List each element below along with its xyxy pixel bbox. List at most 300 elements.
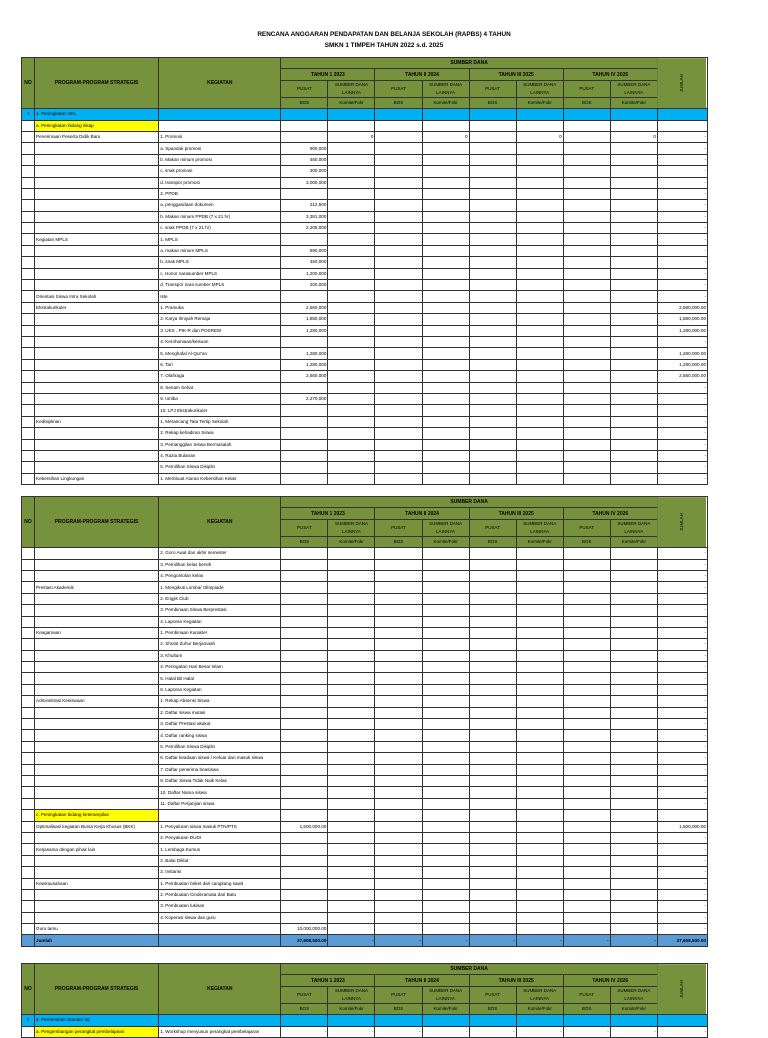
amount-cell — [516, 428, 563, 439]
amount-cell — [469, 450, 516, 461]
kegiatan-cell: 1. Lembaga Kursus — [159, 844, 281, 855]
row-number — [22, 912, 35, 923]
amount-cell — [469, 371, 516, 382]
amount-cell — [563, 559, 610, 570]
amount-cell — [563, 821, 610, 832]
table-row — [22, 570, 708, 581]
amount-cell: 1,500,000.00 — [281, 821, 328, 832]
amount-cell — [422, 314, 469, 325]
amount-cell — [328, 291, 375, 302]
amount-cell — [516, 878, 563, 889]
amount-cell — [281, 889, 328, 900]
row-number — [22, 650, 35, 661]
amount-cell — [516, 245, 563, 256]
amount-cell — [469, 109, 516, 120]
amount-cell — [469, 348, 516, 359]
jumlah-cell: - — [657, 268, 707, 279]
amount-cell — [610, 627, 657, 638]
jumlah-cell: - — [657, 924, 707, 935]
amount-cell — [328, 730, 375, 741]
amount-cell — [469, 439, 516, 450]
amount-cell — [469, 1015, 516, 1026]
amount-cell — [281, 764, 328, 775]
amount-cell — [469, 889, 516, 900]
kegiatan-cell: 1. Penyaluran siswa masuk PTN/PTS — [159, 821, 281, 832]
amount-cell — [563, 855, 610, 866]
header-bos: BOS — [281, 536, 328, 547]
amount-cell — [563, 359, 610, 370]
table-row — [22, 257, 708, 268]
amount-cell — [563, 382, 610, 393]
jumlah-cell: 1,500,000.00 — [657, 821, 707, 832]
amount-cell — [281, 639, 328, 650]
amount-cell — [422, 371, 469, 382]
amount-cell — [516, 707, 563, 718]
table-row — [22, 166, 708, 177]
row-number — [22, 428, 35, 439]
jumlah-cell: - — [657, 696, 707, 707]
jumlah-cell: - — [657, 605, 707, 616]
row-number — [22, 570, 35, 581]
amount-cell — [281, 775, 328, 786]
table-row — [22, 439, 708, 450]
amount-cell — [469, 405, 516, 416]
amount-cell — [610, 462, 657, 473]
header-komite: Komite/Fokr — [328, 97, 375, 108]
kegiatan-cell — [159, 810, 281, 821]
amount-cell — [469, 707, 516, 718]
program-cell: Guru tamu — [35, 924, 159, 935]
amount-cell — [563, 730, 610, 741]
amount-cell — [469, 764, 516, 775]
table-row — [22, 462, 708, 473]
amount-cell — [469, 878, 516, 889]
amount-cell — [375, 662, 422, 673]
header-jumlah: JUMLAH — [657, 964, 707, 1015]
program-cell: Kegiatan MPLS — [35, 234, 159, 245]
amount-cell — [516, 348, 563, 359]
header-pusat: PUSAT — [563, 519, 610, 536]
jumlah-cell: - — [657, 741, 707, 752]
amount-cell — [563, 684, 610, 695]
amount-cell: 3,000,000 — [281, 177, 328, 188]
kegiatan-cell: 5. Pemilihan Siswa Disiplin — [159, 462, 281, 473]
amount-cell — [422, 268, 469, 279]
table-row — [22, 935, 708, 946]
program-cell — [35, 548, 159, 559]
jumlah-cell: - — [657, 200, 707, 211]
amount-cell — [469, 798, 516, 809]
amount-cell: 212,500 — [281, 200, 328, 211]
jumlah-cell: - — [657, 673, 707, 684]
row-number — [22, 548, 35, 559]
amount-cell — [563, 143, 610, 154]
jumlah-cell: - — [657, 889, 707, 900]
jumlah-cell: 2,560,000.00 — [657, 371, 707, 382]
amount-cell — [563, 325, 610, 336]
kegiatan-cell: 3. Pemilihan kelas bersih — [159, 559, 281, 570]
amount-cell — [422, 719, 469, 730]
amount-cell — [328, 382, 375, 393]
amount-cell — [610, 348, 657, 359]
amount-cell — [375, 302, 422, 313]
program-cell — [35, 707, 159, 718]
kegiatan-cell: 1. Workshop menyusun perangkat pembelajaran — [159, 1026, 281, 1037]
amount-cell — [516, 280, 563, 291]
amount-cell — [328, 359, 375, 370]
amount-cell — [563, 605, 610, 616]
amount-cell — [281, 844, 328, 855]
amount-cell — [469, 280, 516, 291]
amount-cell — [328, 684, 375, 695]
kegiatan-cell: 4. Koperasi siswa dan guru — [159, 912, 281, 923]
amount-cell — [516, 924, 563, 935]
amount-cell — [516, 393, 563, 404]
amount-cell — [281, 878, 328, 889]
row-number — [22, 901, 35, 912]
amount-cell — [563, 787, 610, 798]
jumlah-cell: - — [657, 245, 707, 256]
jumlah-cell: - — [657, 257, 707, 268]
amount-cell — [469, 775, 516, 786]
table-row — [22, 832, 708, 843]
amount-cell — [281, 382, 328, 393]
amount-cell — [610, 268, 657, 279]
amount-cell — [422, 336, 469, 347]
amount-cell — [469, 593, 516, 604]
jumlah-cell: - — [657, 582, 707, 593]
amount-cell — [469, 359, 516, 370]
amount-cell — [375, 593, 422, 604]
amount-cell: 2,560,000 — [281, 302, 328, 313]
jumlah-cell: - — [657, 559, 707, 570]
jumlah-cell: - — [657, 719, 707, 730]
header-komite: Komite/Fokr — [516, 536, 563, 547]
table-row — [22, 605, 708, 616]
amount-cell — [516, 605, 563, 616]
amount-cell — [563, 188, 610, 199]
table-row — [22, 325, 708, 336]
amount-cell — [422, 639, 469, 650]
jumlah-cell: - — [657, 753, 707, 764]
amount-cell — [516, 166, 563, 177]
kegiatan-cell: c. snak promosi — [159, 166, 281, 177]
table-row — [22, 336, 708, 347]
program-cell — [35, 741, 159, 752]
jumlah-cell: - — [657, 650, 707, 661]
amount-cell — [469, 211, 516, 222]
table-row — [22, 924, 708, 935]
amount-cell — [281, 855, 328, 866]
jumlah-cell: 1,280,000.00 — [657, 348, 707, 359]
amount-cell — [516, 154, 563, 165]
amount-cell — [328, 257, 375, 268]
header-bos: BOS — [375, 97, 422, 108]
amount-cell — [610, 245, 657, 256]
amount-cell — [422, 143, 469, 154]
amount-cell — [375, 234, 422, 245]
amount-cell: 2,270,000 — [281, 393, 328, 404]
amount-cell — [281, 559, 328, 570]
table-row — [22, 473, 708, 484]
amount-cell — [610, 120, 657, 131]
amount-cell — [516, 650, 563, 661]
amount-cell: - — [281, 1026, 328, 1037]
kegiatan-cell: 3. UKS , PIK-R dan POSREM — [159, 325, 281, 336]
amount-cell — [281, 593, 328, 604]
amount-cell — [610, 730, 657, 741]
jumlah-cell: - — [657, 177, 707, 188]
amount-cell — [563, 867, 610, 878]
row-number — [22, 696, 35, 707]
amount-cell: - — [328, 935, 375, 946]
amount-cell — [422, 787, 469, 798]
kegiatan-cell: 2. Balai Diklat — [159, 855, 281, 866]
row-number — [22, 798, 35, 809]
amount-cell — [469, 753, 516, 764]
row-number — [22, 450, 35, 461]
program-cell — [35, 336, 159, 347]
program-cell — [35, 462, 159, 473]
jumlah-cell: - — [657, 154, 707, 165]
amount-cell — [328, 832, 375, 843]
jumlah-cell: - — [657, 844, 707, 855]
program-cell — [35, 245, 159, 256]
amount-cell — [516, 336, 563, 347]
amount-cell — [375, 753, 422, 764]
amount-cell: - — [516, 1026, 563, 1037]
kegiatan-cell: 7. Olahraga — [159, 371, 281, 382]
amount-cell — [516, 257, 563, 268]
program-cell: Kebersihan Lingkungan — [35, 473, 159, 484]
amount-cell — [281, 439, 328, 450]
header-komite: Komite/Fokr — [516, 97, 563, 108]
amount-cell — [422, 257, 469, 268]
amount-cell — [516, 382, 563, 393]
amount-cell — [563, 245, 610, 256]
row-number — [22, 268, 35, 279]
jumlah-cell: - — [657, 188, 707, 199]
row-number — [22, 439, 35, 450]
amount-cell — [375, 798, 422, 809]
jumlah-cell: - — [657, 855, 707, 866]
amount-cell — [328, 605, 375, 616]
amount-cell: - — [563, 935, 610, 946]
jumlah-cell: - — [657, 684, 707, 695]
amount-cell — [563, 650, 610, 661]
amount-cell — [469, 154, 516, 165]
amount-cell — [610, 291, 657, 302]
table-row — [22, 662, 708, 673]
program-cell — [35, 359, 159, 370]
amount-cell — [422, 707, 469, 718]
header-pusat: PUSAT — [375, 986, 422, 1003]
amount-cell — [375, 314, 422, 325]
header-sumber-lain: SUMBER DANA LAINNYA — [610, 986, 657, 1003]
header-year: TAHUN 1 2023 — [281, 69, 375, 80]
amount-cell — [469, 570, 516, 581]
header-sumber-lain: SUMBER DANA LAINNYA — [328, 519, 375, 536]
program-cell — [35, 684, 159, 695]
header-pusat: PUSAT — [563, 80, 610, 97]
amount-cell — [328, 593, 375, 604]
amount-cell — [328, 154, 375, 165]
kegiatan-cell: 3. Instansi — [159, 867, 281, 878]
header-year: TAHUN II 2024 — [375, 975, 469, 986]
program-cell: a. Peningkatan bidang sikap — [35, 120, 159, 131]
amount-cell — [422, 245, 469, 256]
kegiatan-cell: 4. Kerohaniaan/keisuan — [159, 336, 281, 347]
table-row — [22, 120, 708, 131]
amount-cell — [469, 416, 516, 427]
amount-cell — [563, 120, 610, 131]
jumlah-cell — [657, 120, 707, 131]
amount-cell — [516, 696, 563, 707]
amount-cell — [328, 821, 375, 832]
row-number — [22, 775, 35, 786]
amount-cell — [375, 559, 422, 570]
kegiatan-cell — [159, 109, 281, 120]
table-row — [22, 314, 708, 325]
jumlah-cell: - — [657, 405, 707, 416]
jumlah-cell: - — [657, 223, 707, 234]
program-cell — [35, 188, 159, 199]
amount-cell — [328, 439, 375, 450]
amount-cell: 10,000,000.00 — [281, 924, 328, 935]
row-number — [22, 707, 35, 718]
row-number — [22, 382, 35, 393]
amount-cell — [516, 673, 563, 684]
amount-cell — [469, 314, 516, 325]
header-kegiatan: KEGIATAN — [159, 497, 281, 548]
amount-cell — [563, 548, 610, 559]
amount-cell — [610, 211, 657, 222]
jumlah-cell: - — [657, 382, 707, 393]
kegiatan-cell: 11. Daftar Perjanjian siswa — [159, 798, 281, 809]
table-row — [22, 798, 708, 809]
amount-cell — [422, 325, 469, 336]
amount-cell — [281, 1015, 328, 1026]
amount-cell — [281, 798, 328, 809]
row-number — [22, 639, 35, 650]
amount-cell — [375, 912, 422, 923]
amount-cell — [610, 707, 657, 718]
amount-cell — [469, 223, 516, 234]
row-number — [22, 627, 35, 638]
row-number — [22, 559, 35, 570]
amount-cell: - — [610, 935, 657, 946]
jumlah-cell: - — [657, 428, 707, 439]
program-cell: c. Peningkatan bidang keterampilan — [35, 810, 159, 821]
amount-cell — [422, 473, 469, 484]
amount-cell — [375, 405, 422, 416]
header-sumber-dana: SUMBER DANA — [281, 58, 658, 69]
amount-cell — [516, 764, 563, 775]
amount-cell — [563, 810, 610, 821]
amount-cell — [422, 810, 469, 821]
row-number — [22, 878, 35, 889]
amount-cell — [610, 639, 657, 650]
table-row — [22, 559, 708, 570]
jumlah-cell — [657, 1015, 707, 1026]
amount-cell — [375, 223, 422, 234]
table-row — [22, 143, 708, 154]
amount-cell — [328, 336, 375, 347]
amount-cell: 3,381,000 — [281, 211, 328, 222]
amount-cell — [469, 912, 516, 923]
amount-cell — [422, 382, 469, 393]
table-row — [22, 348, 708, 359]
program-cell — [35, 559, 159, 570]
header-pusat: PUSAT — [469, 986, 516, 1003]
kegiatan-cell: 1. Merancang Tata Tertip Sekolah — [159, 416, 281, 427]
row-number — [22, 188, 35, 199]
header-komite: Komite/Fokr — [610, 536, 657, 547]
kegiatan-cell: 2. Karya Ilmiyah Remaja — [159, 314, 281, 325]
table-row — [22, 302, 708, 313]
amount-cell — [422, 696, 469, 707]
rapbs-table-page-1 — [21, 57, 708, 485]
amount-cell — [516, 314, 563, 325]
header-jumlah: JUMLAH — [657, 58, 707, 109]
amount-cell — [563, 707, 610, 718]
amount-cell — [610, 616, 657, 627]
amount-cell — [516, 188, 563, 199]
kegiatan-cell: 2. Penyaluran DUDI — [159, 832, 281, 843]
program-cell: Optimalisasi kegiatan Bursa Kerja Khusus (BKK) — [35, 821, 159, 832]
jumlah-cell: 2,560,000.00 — [657, 302, 707, 313]
table-row — [22, 359, 708, 370]
amount-cell — [610, 696, 657, 707]
amount-cell — [469, 166, 516, 177]
header-komite: Komite/Fokr — [422, 1003, 469, 1014]
kegiatan-cell: 2. Daftar siswa mutasi — [159, 707, 281, 718]
row-number — [22, 120, 35, 131]
program-cell — [35, 639, 159, 650]
amount-cell — [375, 359, 422, 370]
amount-cell — [610, 684, 657, 695]
jumlah-cell: - — [657, 462, 707, 473]
header-year: TAHUN II 2024 — [375, 508, 469, 519]
table-row — [22, 234, 708, 245]
amount-cell — [422, 855, 469, 866]
amount-cell — [328, 348, 375, 359]
header-sumber-lain: SUMBER DANA LAINNYA — [422, 80, 469, 97]
amount-cell: 1,280,000 — [281, 348, 328, 359]
row-number — [22, 405, 35, 416]
table-row — [22, 188, 708, 199]
kegiatan-cell — [159, 1015, 281, 1026]
header-program: PROGRAM-PROGRAM STRATEGIS — [35, 497, 159, 548]
program-cell: a. Pengembangan perangkat pembelajaran — [35, 1026, 159, 1037]
amount-cell — [516, 200, 563, 211]
header-jumlah: JUMLAH — [657, 497, 707, 548]
amount-cell — [422, 1015, 469, 1026]
amount-cell — [516, 1015, 563, 1026]
amount-cell — [328, 719, 375, 730]
amount-cell — [516, 570, 563, 581]
table-row — [22, 1026, 708, 1037]
table-row — [22, 639, 708, 650]
amount-cell — [516, 416, 563, 427]
amount-cell — [422, 559, 469, 570]
amount-cell — [375, 382, 422, 393]
amount-cell — [516, 120, 563, 131]
amount-cell — [328, 314, 375, 325]
amount-cell — [610, 439, 657, 450]
amount-cell — [563, 912, 610, 923]
amount-cell — [328, 1015, 375, 1026]
